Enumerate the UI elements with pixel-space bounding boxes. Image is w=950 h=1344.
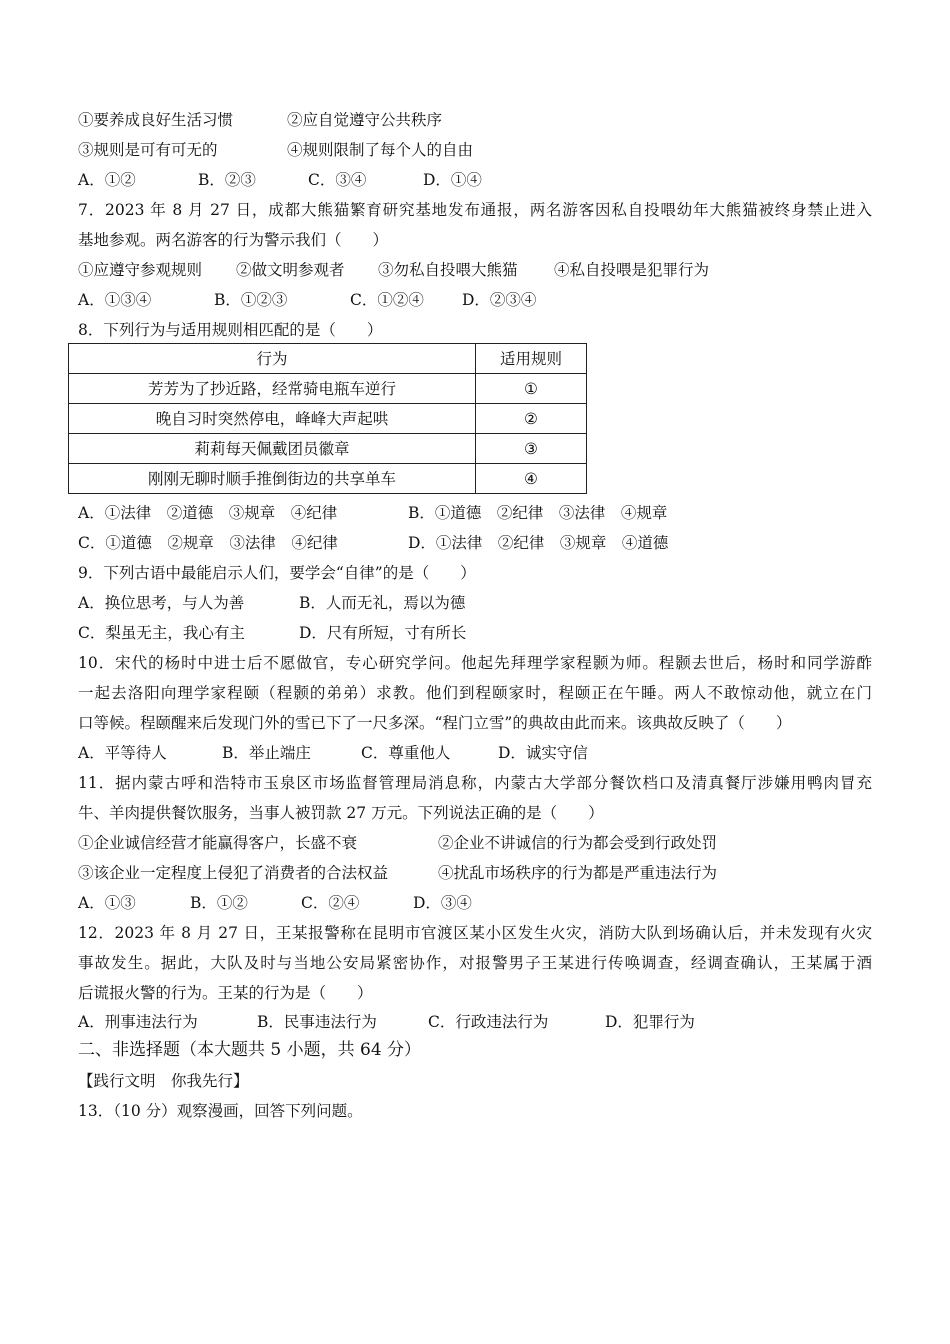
q6-statement-1: ①要养成良好生活习惯 (78, 111, 234, 129)
q11-option-c: C．②④ (301, 894, 360, 912)
q11-option-b: B．①② (190, 894, 248, 912)
q6-option-b: B．②③ (198, 171, 256, 189)
q10-option-b: B．举止端庄 (222, 744, 311, 762)
q6-statement-3: ③规则是可有可无的 (78, 141, 218, 159)
table-cell-behavior: 芳芳为了抄近路，经常骑电瓶车逆行 (69, 374, 476, 404)
q7-stem-line-2: 基地参观。两名游客的行为警示我们（ ） (78, 231, 389, 249)
section-2-title: 二、非选择题（本大题共 5 小题，共 64 分） (78, 1040, 422, 1060)
table-row (69, 434, 587, 464)
q12-option-a: A．刑事违法行为 (78, 1013, 198, 1031)
q12-option-d: D．犯罪行为 (605, 1013, 695, 1031)
q6-statement-4: ④规则限制了每个人的自由 (287, 141, 474, 159)
q11-stem-line-2: 牛、羊肉提供餐饮服务，当事人被罚款 27 万元。下列说法正确的是（ ） (78, 804, 604, 822)
q9-option-b: B．人而无礼，焉以为德 (299, 594, 466, 612)
table-row (69, 464, 587, 494)
q10-option-c: C．尊重他人 (361, 744, 451, 762)
q12-stem-line-1: 12．2023 年 8 月 27 日，王某报警称在昆明市官渡区某小区发生火灾，消防大队到场确认后，并未发现有火灾 (78, 924, 872, 942)
q12-stem-line-2: 事故发生。据此，大队及时与当地公安局紧密协作，对报警男子王某进行传唤调查，经调查确认，王某属于酒 (78, 954, 872, 972)
q7-statement-3: ③勿私自投喂大熊猫 (378, 261, 518, 279)
table-cell-behavior: 莉莉每天佩戴团员徽章 (69, 434, 476, 464)
q12-option-c: C．行政违法行为 (428, 1013, 549, 1031)
q6-option-d: D．①④ (423, 171, 482, 189)
table-cell-behavior: 刚刚无聊时顺手推倒街边的共享单车 (69, 464, 476, 494)
q9-option-c: C．梨虽无主，我心有主 (78, 624, 245, 642)
table-row (69, 374, 587, 404)
q9-option-a: A．换位思考，与人为善 (78, 594, 245, 612)
q12-option-b: B．民事违法行为 (257, 1013, 377, 1031)
table-cell-behavior: 晚自习时突然停电，峰峰大声起哄 (69, 404, 476, 434)
q9-option-d: D．尺有所短，寸有所长 (299, 624, 467, 642)
q10-stem-line-1: 10．宋代的杨时中进士后不愿做官，专心研究学问。他起先拜理学家程颢为师。程颢去世后，杨时和同学游酢 (78, 654, 872, 672)
table-cell-rule: ④ (476, 464, 587, 494)
q7-statement-1: ①应遵守参观规则 (78, 261, 203, 279)
q10-stem-line-2: 一起去洛阳向理学家程颐（程颢的弟弟）求教。他们到程颐家时，程颐正在午睡。两人不敢惊动他，就立在门 (78, 684, 872, 702)
q7-statement-4: ④私自投喂是犯罪行为 (554, 261, 710, 279)
q8-option-c: C．①道德 ②规章 ③法律 ④纪律 (78, 534, 338, 552)
q7-option-d: D．②③④ (462, 291, 537, 309)
q7-option-c: C．①②④ (350, 291, 424, 309)
q6-option-a: A．①② (78, 171, 136, 189)
q6-statement-2: ②应自觉遵守公共秩序 (287, 111, 443, 129)
q11-statement-2: ②企业不讲诚信的行为都会受到行政处罚 (438, 834, 718, 852)
table-header-behavior: 行为 (69, 344, 476, 374)
q11-option-d: D．③④ (413, 894, 472, 912)
table-cell-rule: ② (476, 404, 587, 434)
q11-statement-3: ③该企业一定程度上侵犯了消费者的合法权益 (78, 864, 389, 882)
q11-option-a: A．①③ (78, 894, 136, 912)
q10-option-d: D．诚实守信 (498, 744, 588, 762)
q9-stem: 9．下列古语中最能启示人们，要学会“自律”的是（ ） (78, 564, 476, 582)
q13-stem: 13．（10 分）观察漫画，回答下列问题。 (78, 1102, 363, 1120)
q10-option-a: A．平等待人 (78, 744, 167, 762)
q10-stem-line-3: 口等候。程颐醒来后发现门外的雪已下了一尺多深。“程门立雪”的典故由此而来。该典故反映了（ ） (78, 714, 792, 732)
section-2-subtitle: 【践行文明 你我先行】 (78, 1072, 249, 1090)
q7-stem-line-1: 7．2023 年 8 月 27 日，成都大熊猫繁育研究基地发布通报，两名游客因私自投喂幼年大熊猫被终身禁止进入 (78, 201, 872, 219)
q7-statement-2: ②做文明参观者 (236, 261, 345, 279)
q8-rules-table (68, 343, 587, 494)
q8-option-b: B．①道德 ②纪律 ③法律 ④规章 (408, 504, 668, 522)
table-cell-rule: ③ (476, 434, 587, 464)
q12-stem-line-3: 后谎报火警的行为。王某的行为是（ ） (78, 984, 373, 1002)
table-row (69, 404, 587, 434)
q11-stem-line-1: 11．据内蒙古呼和浩特市玉泉区市场监督管理局消息称，内蒙古大学部分餐饮档口及清真餐厅涉嫌用鸭肉冒充 (78, 774, 872, 792)
q8-stem: 8．下列行为与适用规则相匹配的是（ ） (78, 321, 383, 339)
table-header-row (69, 344, 587, 374)
q6-option-c: C．③④ (308, 171, 367, 189)
q11-statement-1: ①企业诚信经营才能赢得客户，长盛不衰 (78, 834, 358, 852)
q8-option-d: D．①法律 ②纪律 ③规章 ④道德 (408, 534, 669, 552)
table-cell-rule: ① (476, 374, 587, 404)
q7-option-b: B．①②③ (214, 291, 288, 309)
q8-option-a: A．①法律 ②道德 ③规章 ④纪律 (78, 504, 338, 522)
q11-statement-4: ④扰乱市场秩序的行为都是严重违法行为 (438, 864, 718, 882)
table-header-rule: 适用规则 (476, 344, 587, 374)
q7-option-a: A．①③④ (78, 291, 152, 309)
